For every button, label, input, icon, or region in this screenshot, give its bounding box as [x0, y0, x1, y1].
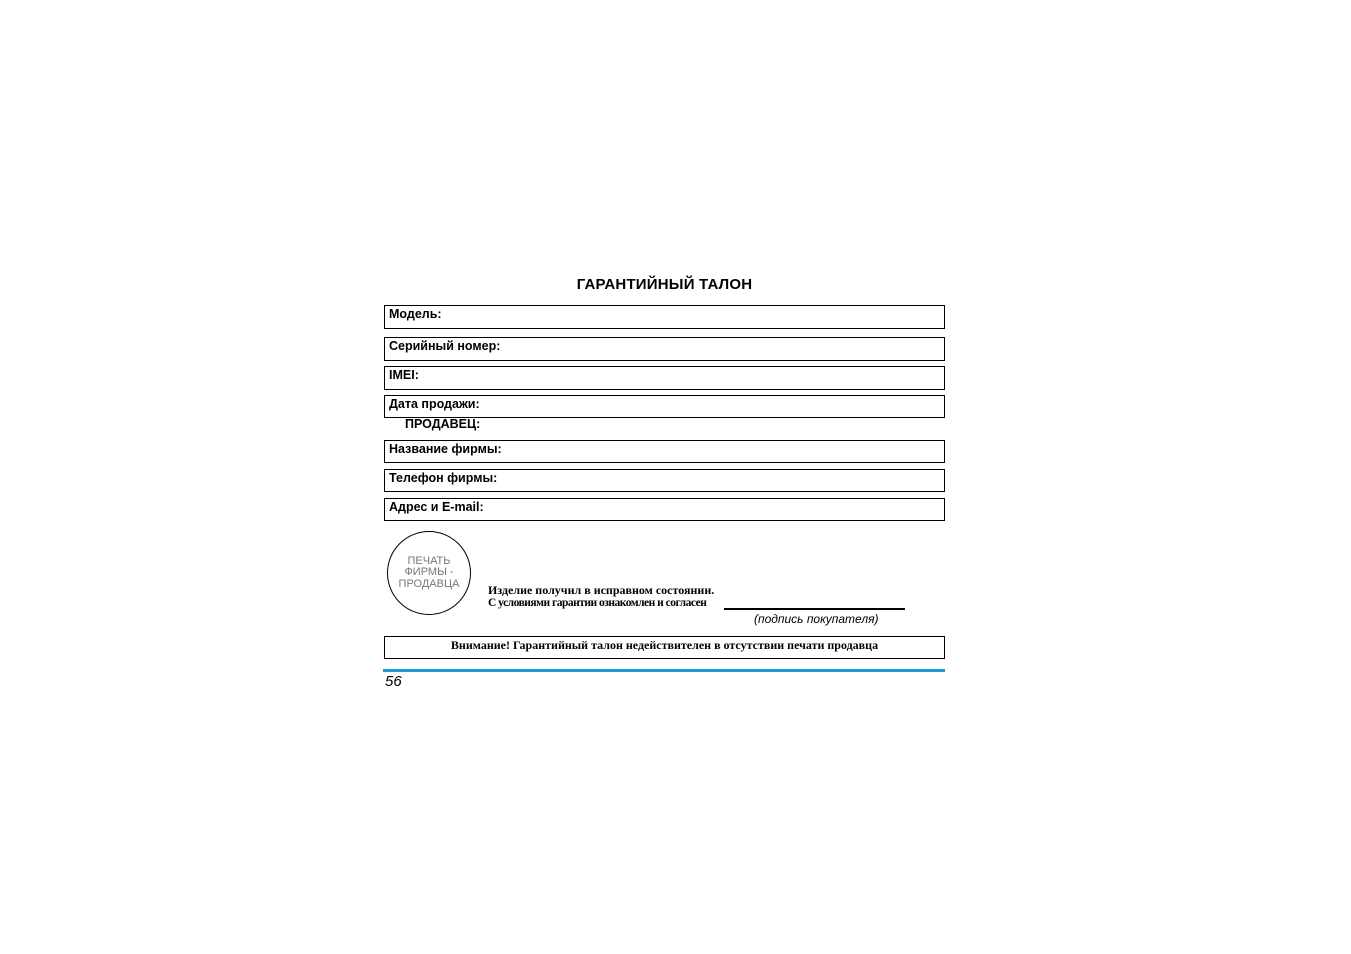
model-field[interactable]	[384, 305, 945, 329]
imei-field-label: IMEI:	[389, 368, 419, 382]
stamp-line-3: ПРОДАВЦА	[398, 577, 460, 590]
warning-notice: Внимание! Гарантийный талон недействителен в отсутствии печати продавца	[384, 636, 945, 659]
conditions-statement: С условиями гарантии ознакомлен и согласен	[488, 597, 707, 609]
received-statement: Изделие получил в исправном состоянии.	[488, 583, 715, 597]
sale-date-field[interactable]	[384, 395, 945, 418]
page-number: 56	[385, 673, 402, 690]
page-title: ГАРАНТИЙНЫЙ ТАЛОН	[576, 276, 753, 293]
model-field-label: Модель:	[389, 307, 442, 321]
stamp-line-2: ФИРМЫ -	[404, 566, 454, 579]
serial-number-field-label: Серийный номер:	[389, 339, 501, 353]
address-email-field[interactable]	[384, 498, 945, 521]
seller-heading: ПРОДАВЕЦ:	[405, 417, 481, 431]
footer-divider	[383, 669, 945, 672]
seller-stamp-area	[387, 531, 471, 615]
company-phone-field[interactable]	[384, 469, 945, 492]
company-phone-field-label: Телефон фирмы:	[389, 471, 498, 485]
stamp-placeholder-text	[394, 556, 464, 591]
company-name-field-label: Название фирмы:	[389, 442, 502, 456]
imei-field[interactable]	[384, 366, 945, 390]
signature-line[interactable]	[724, 608, 905, 610]
company-name-field[interactable]	[384, 440, 945, 463]
serial-number-field[interactable]	[384, 337, 945, 361]
address-email-field-label: Адрес и E-mail:	[389, 500, 484, 514]
signature-caption: (подпись покупателя)	[754, 612, 879, 626]
sale-date-field-label: Дата продажи:	[389, 397, 480, 411]
stamp-line-1: ПЕЧАТЬ	[407, 554, 451, 567]
